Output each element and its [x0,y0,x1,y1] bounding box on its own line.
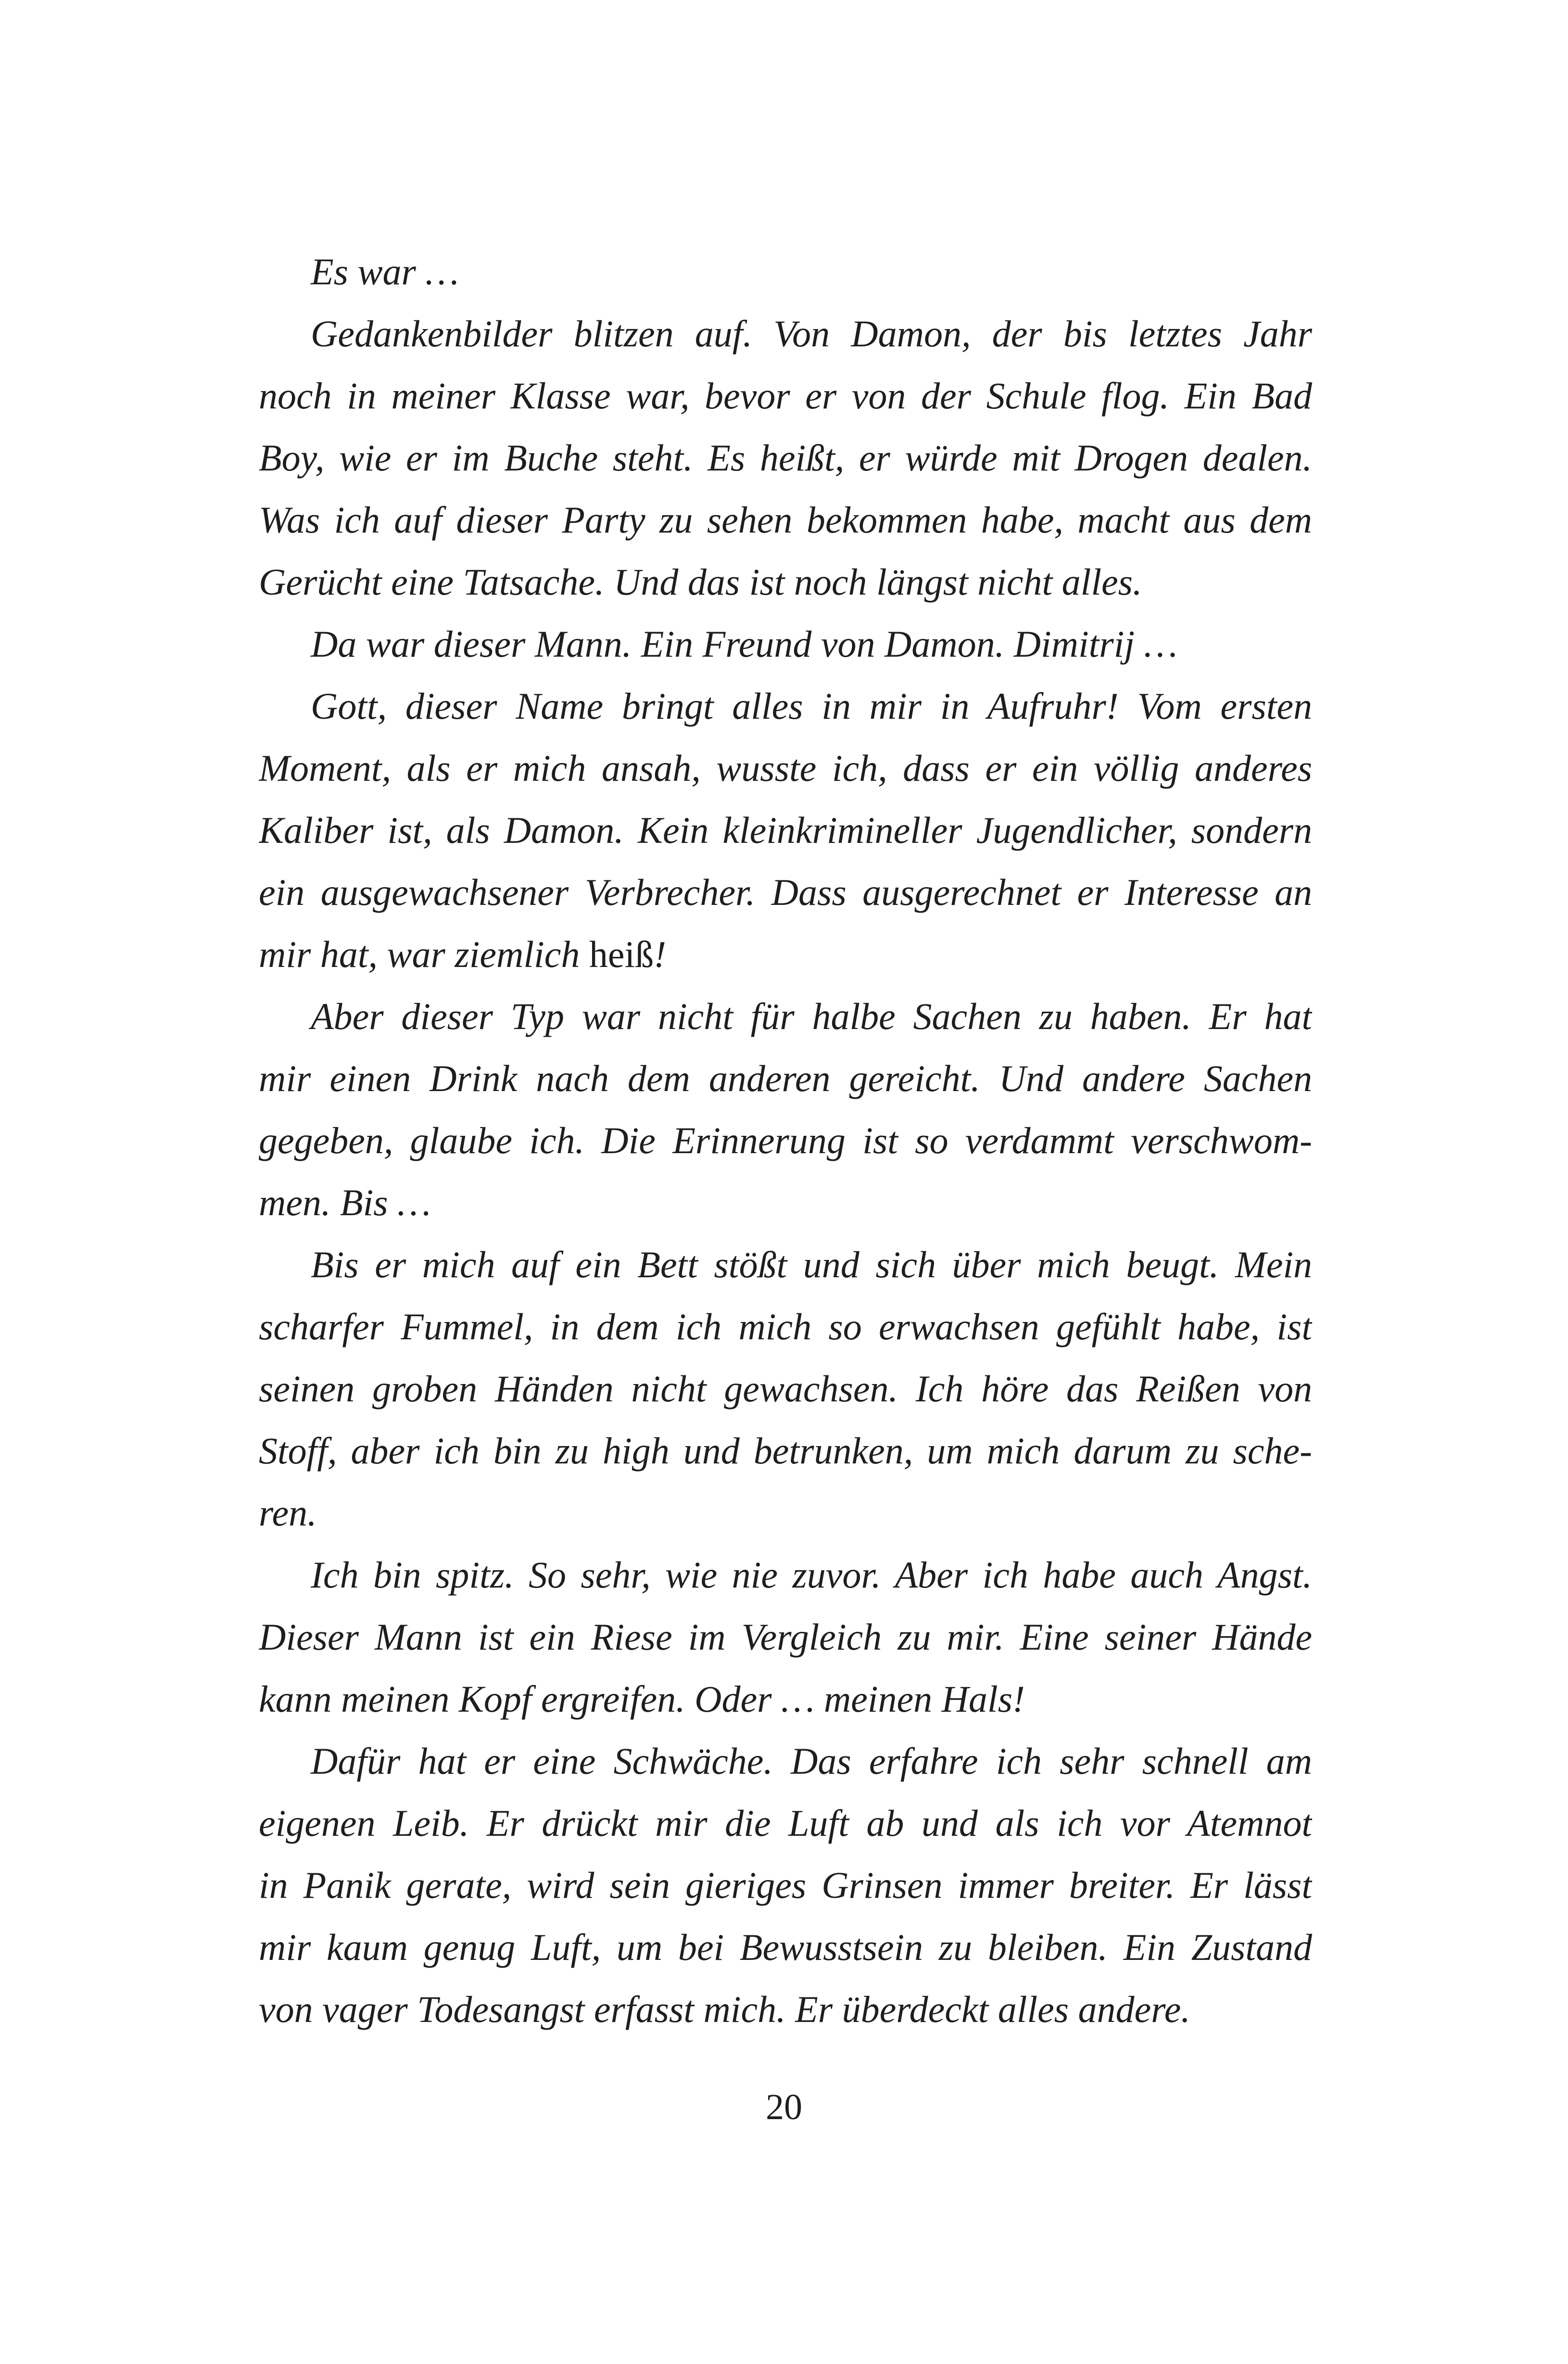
text-line [259,923,1312,985]
text-line-content: mir kaum genug Luft, um bei Bewusstsein zu bleiben. Ein Zustand [259,1926,1312,1968]
text-line-content: mir einen Drink nach dem anderen gereicht. Und andere Sachen [259,1057,1312,1099]
text-line [259,675,1312,737]
text-line-tail: ! [654,933,667,975]
text-line-content: Moment, als er mich ansah, wusste ich, dass er ein völlig anderes [259,747,1312,789]
text-line [259,365,1312,427]
text-line-content: ren. [259,1492,317,1534]
text-line [259,1233,1312,1296]
text-line-content: Ich bin spitz. So sehr, wie nie zuvor. Aber ich habe auch Angst. [311,1554,1312,1596]
text-line-content: scharfer Fummel, in dem ich mich so erwachsen gefühlt habe, ist [259,1306,1312,1347]
text-line [259,1171,1312,1233]
text-line-content: Stoff, aber ich bin zu high und betrunken, um mich darum zu sche- [259,1430,1312,1472]
text-line-content: Da war dieser Mann. Ein Freund von Damon. Dimitrij … [311,623,1177,665]
text-line [259,985,1312,1047]
text-line [259,1047,1312,1109]
text-line [259,1420,1312,1482]
text-line [259,1916,1312,1978]
text-line [259,1854,1312,1916]
text-line-content: noch in meiner Klasse war, bevor er von der Schule flog. Ein Bad [259,375,1312,417]
text-line-content: seinen groben Händen nicht gewachsen. Ich höre das Reißen von [259,1368,1312,1410]
text-line-content: Bis er mich auf ein Bett stößt und sich über mich beugt. Mein [311,1244,1312,1285]
text-line [259,489,1312,551]
text-line [259,551,1312,613]
text-line-content: kann meinen Kopf ergreifen. Oder … meinen Hals! [259,1678,1025,1720]
text-line-content: Dieser Mann ist ein Riese im Vergleich zu mir. Eine seiner Hände [259,1616,1312,1658]
text-line-content: Gott, dieser Name bringt alles in mir in Aufruhr! Vom ersten [311,685,1312,727]
text-line [259,1296,1312,1358]
text-line [259,427,1312,489]
text-line-content: Aber dieser Typ war nicht für halbe Sachen zu haben. Er hat [311,995,1312,1037]
text-line [259,1606,1312,1668]
text-line-content: ein ausgewachsener Verbrecher. Dass ausgerechnet er Interesse an [259,871,1312,913]
text-line-content: eigenen Leib. Er drückt mir die Luft ab und als ich vor Atemnot [259,1802,1312,1844]
text-line [259,1544,1312,1606]
text-line [259,861,1312,923]
text-line-content: Boy, wie er im Buche steht. Es heißt, er würde mit Drogen dealen. [259,437,1312,479]
text-line-content: men. Bis … [259,1182,431,1223]
text-line-content: in Panik gerate, wird sein gieriges Grinsen immer breiter. Er lässt [259,1864,1312,1906]
emphasis-word: heiß [589,933,654,975]
text-line-content: Gedankenbilder blitzen auf. Von Damon, der bis letztes Jahr [311,313,1312,355]
text-line [259,1668,1312,1730]
text-line-content: Dafür hat er eine Schwäche. Das erfahre ich sehr schnell am [311,1740,1312,1782]
text-line [259,1482,1312,1544]
text-line [259,303,1312,365]
text-line-content: Gerücht eine Tatsache. Und das ist noch längst nicht alles. [259,561,1142,603]
text-line [259,1109,1312,1171]
text-line-content: Was ich auf dieser Party zu sehen bekommen habe, macht aus dem [259,499,1312,541]
text-line [259,241,1312,303]
text-line [259,1730,1312,1792]
text-line [259,1792,1312,1854]
text-line-content: Kaliber ist, als Damon. Kein kleinkrimineller Jugendlicher, sondern [259,809,1312,851]
text-line [259,1978,1312,2040]
body-text [259,241,1312,2040]
text-line-content: mir hat, war ziemlich [259,933,589,975]
text-line-content: von vager Todesangst erfasst mich. Er überdeckt alles andere. [259,1988,1190,2030]
text-line [259,1358,1312,1420]
page-number: 20 [766,2087,802,2127]
text-line [259,613,1312,675]
text-line-content: Es war … [311,251,459,292]
text-line [259,799,1312,861]
text-line-content: gegeben, glaube ich. Die Erinnerung ist so verdammt verschwom- [259,1119,1312,1161]
text-line [259,737,1312,799]
